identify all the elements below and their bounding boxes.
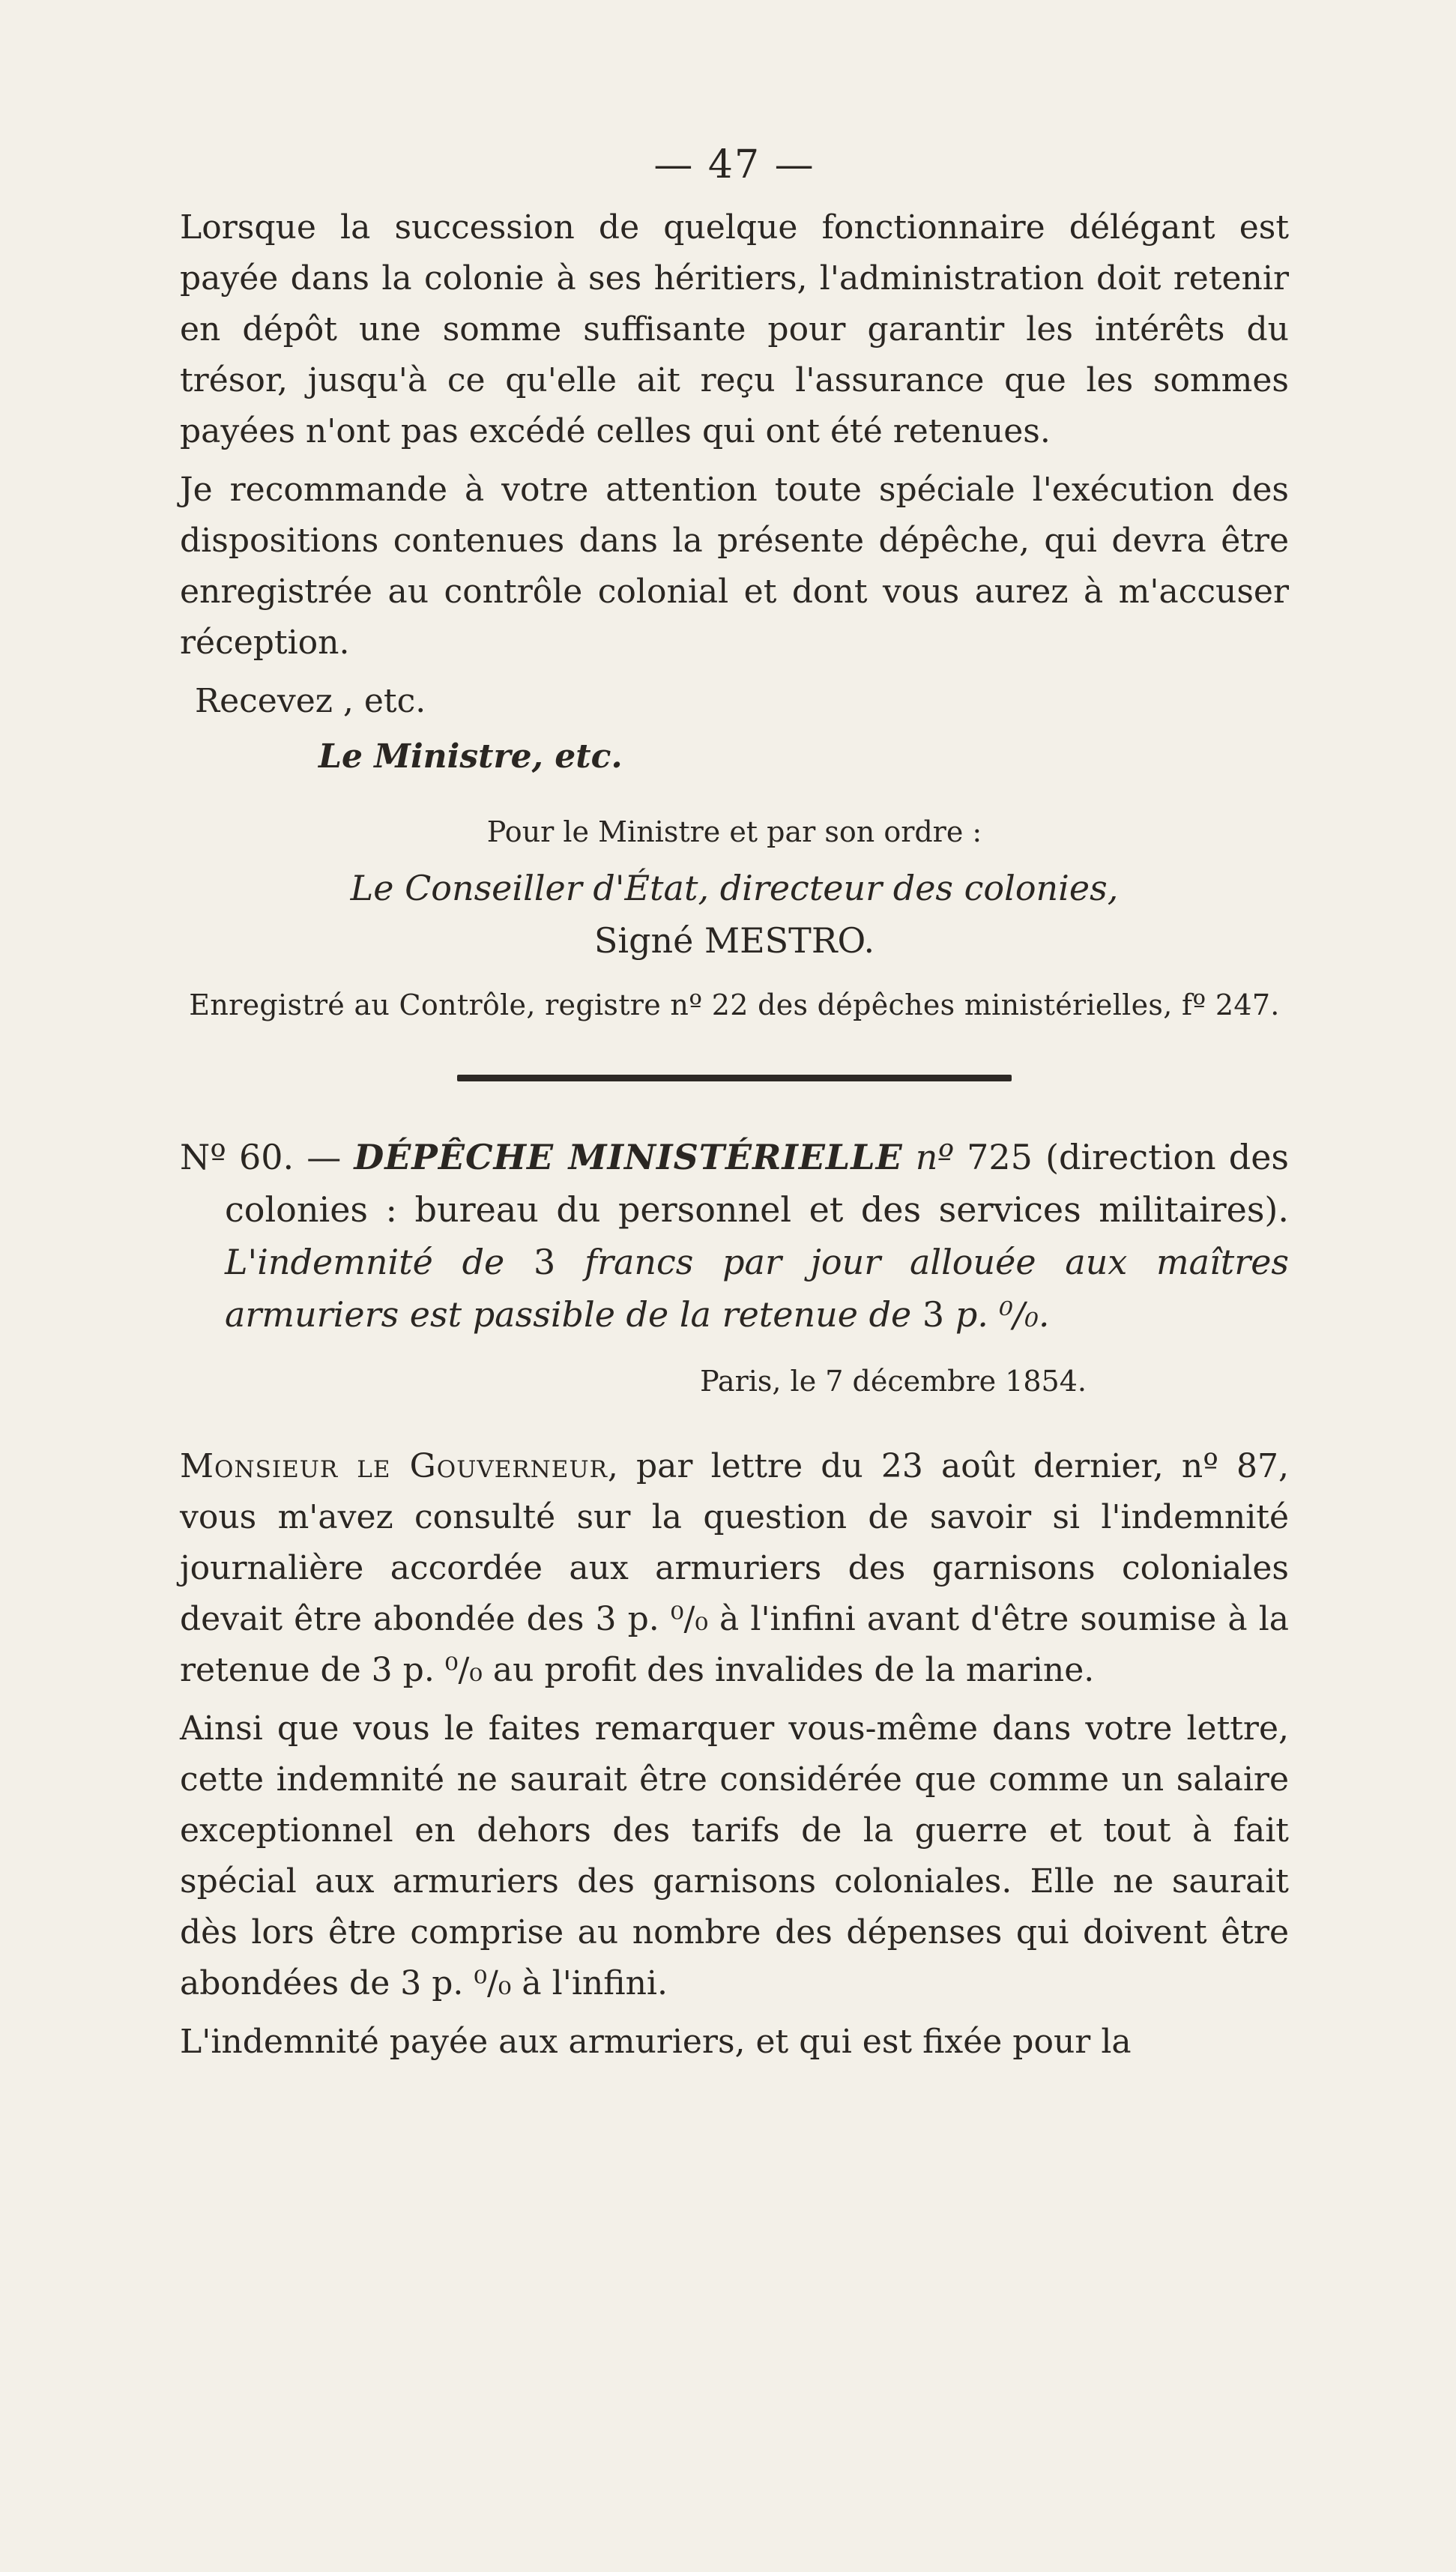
paragraph: L'indemnité payée aux armuriers, et qui est fixée pour la [180, 2023, 1132, 2061]
paragraph: Je recommande à votre attention toute spéciale l'exécution des dispositions contenues dans la présente dépêche, qui devra être enregistrée au contrôle colonial et dont vous aurez à m'accuser réception. [180, 471, 1289, 662]
dispatch-num: 725 [967, 1137, 1033, 1177]
conseiller-line: Le Conseiller d'État, directeur des colonies, [350, 868, 1119, 908]
registration-note: Enregistré au Contrôle, registre nº 22 des dépêches ministérielles, fº 247. [189, 988, 1280, 1021]
dispatch-subject-num: 3 [533, 1242, 556, 1282]
paragraph: Ainsi que vous le faites remarquer vous-même dans votre lettre, cette indemnité ne saurait être considérée que comme un salaire exceptionnel en dehors des tarifs de la guerre et tout à fait spécial aux armuriers des garnisons coloniales. Elle ne saurait dès lors être comprise au nombre des dépenses qui doivent être abondées de 3 p. ⁰/₀ à l'infini. [180, 1709, 1289, 2002]
salutation: Monsieur le Gouverneur [180, 1447, 608, 1485]
dispatch-title: DÉPÊCHE MINISTÉRIELLE [354, 1137, 903, 1177]
dispatch-heading [180, 1131, 1289, 1341]
paragraph: Lorsque la succession de quelque fonctionnaire délégant est payée dans la colonie à ses héritiers, l'administration doit retenir en dépôt une somme suffisante pour garantir les intérêts du trésor, jusqu'à ce qu'elle ait reçu l'assurance que les sommes payées n'ont pas excédé celles qui ont été retenues. [180, 208, 1289, 450]
paragraph [180, 1441, 1289, 1696]
dispatch-number: Nº 60. — [180, 1137, 342, 1177]
minister-signature: Le Ministre, etc. [318, 737, 623, 776]
dispatch-subject-1: L'indemnité de [225, 1242, 505, 1282]
paragraph-body: , par lettre du 23 août dernier, nº 87, vous m'avez consulté sur la question de savoir si l'indemnité journalière accordée aux armuriers des garnisons coloniales devait être abondée des 3 p. ⁰/₀ à l'infini avant d'être soumise à la retenue de 3 p. ⁰/₀ au profit des invalides de la marine. [180, 1447, 1289, 1689]
signed-name: Signé MESTRO. [593, 920, 875, 961]
dispatch-subject-2: francs par jour allouée aux maîtres armuriers est passible de la retenue de [225, 1242, 1290, 1335]
page-number: — 47 — [653, 142, 815, 187]
document-page [180, 142, 1289, 2068]
section-divider [457, 1075, 1012, 1081]
dispatch-bureau: (direction des colonies : bureau du personnel et des services militaires). [225, 1137, 1290, 1230]
dispatch-num-prefix: nº [915, 1137, 955, 1177]
dateline: Paris, le 7 décembre 1854. [700, 1365, 1087, 1398]
order-line: Pour le Ministre et par son ordre : [486, 815, 982, 848]
dispatch-subject-pct: 3 [922, 1294, 945, 1335]
closing-formula: Recevez , etc. [195, 682, 426, 720]
dispatch-subject-3: p. ⁰/₀. [955, 1294, 1050, 1335]
